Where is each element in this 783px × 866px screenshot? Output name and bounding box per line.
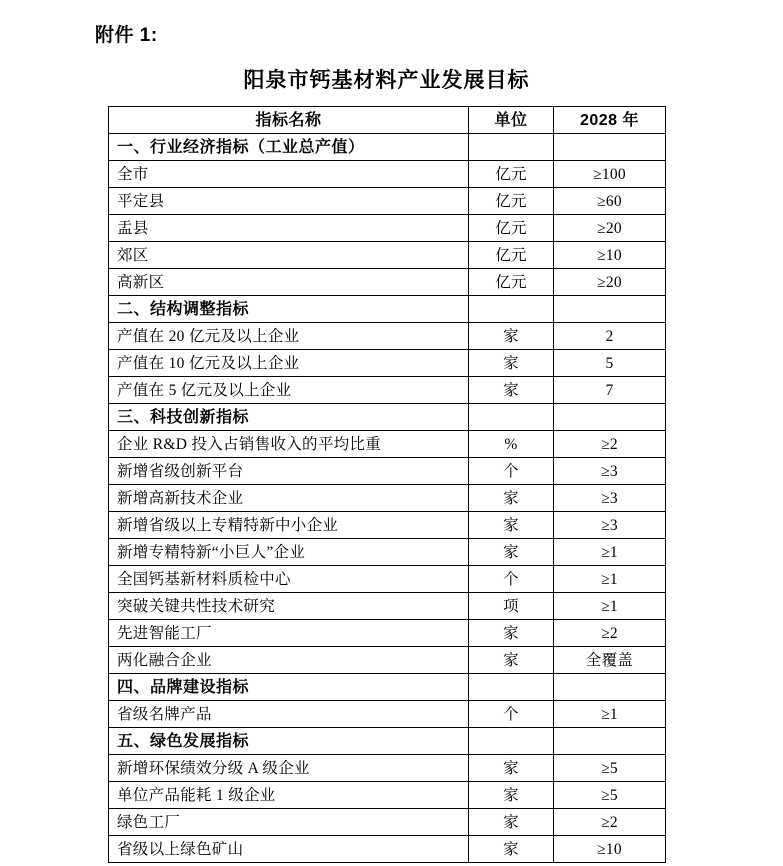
table-row [109,593,666,620]
indicator-target-value: ≥1 [554,566,666,593]
table-header [109,107,666,134]
section-heading-label: 一、行业经济指标（工业总产值） [109,134,469,161]
indicator-unit: 家 [469,323,554,350]
indicator-unit: 项 [469,593,554,620]
table-section-row [109,728,666,755]
indicator-name: 平定县 [109,188,469,215]
indicator-target-value: ≥20 [554,215,666,242]
indicator-target-value: 7 [554,377,666,404]
column-header-unit: 单位 [469,107,554,134]
indicator-name: 突破关键共性技术研究 [109,593,469,620]
indicator-target-value: ≥1 [554,539,666,566]
indicator-unit: 个 [469,458,554,485]
indicator-name: 两化融合企业 [109,647,469,674]
table-row [109,431,666,458]
indicator-target-value: ≥20 [554,269,666,296]
attachment-label: 附件 1: [95,25,158,46]
indicator-unit: 家 [469,836,554,863]
indicator-name: 先进智能工厂 [109,620,469,647]
indicator-unit: 家 [469,782,554,809]
indicator-unit: 亿元 [469,215,554,242]
table-row [109,485,666,512]
indicator-unit [469,134,554,161]
indicator-target-value: 5 [554,350,666,377]
indicator-target-value: ≥5 [554,755,666,782]
section-heading-label: 四、品牌建设指标 [109,674,469,701]
indicator-unit [469,404,554,431]
indicator-target-value: ≥10 [554,836,666,863]
indicator-target-value: ≥3 [554,485,666,512]
indicator-unit: 个 [469,566,554,593]
table-row [109,323,666,350]
indicator-name: 产值在 10 亿元及以上企业 [109,350,469,377]
indicator-unit: 家 [469,539,554,566]
indicator-name: 盂县 [109,215,469,242]
indicator-target-value: ≥1 [554,701,666,728]
indicator-unit: 家 [469,620,554,647]
indicator-name: 新增高新技术企业 [109,485,469,512]
table-row [109,755,666,782]
indicator-target-value [554,296,666,323]
indicator-unit: % [469,431,554,458]
table-row [109,620,666,647]
indicator-target-value: ≥3 [554,512,666,539]
indicator-unit [469,728,554,755]
table-section-row [109,296,666,323]
indicator-target-value [554,728,666,755]
indicator-name: 新增省级以上专精特新中小企业 [109,512,469,539]
indicator-target-value: ≥100 [554,161,666,188]
table-row [109,539,666,566]
indicator-name: 产值在 5 亿元及以上企业 [109,377,469,404]
indicator-target-value: ≥5 [554,782,666,809]
indicator-unit: 亿元 [469,188,554,215]
table-row [109,242,666,269]
table-header-row [109,107,666,134]
table-section-row [109,134,666,161]
indicator-name: 省级名牌产品 [109,701,469,728]
table-row [109,188,666,215]
indicator-unit: 家 [469,350,554,377]
indicator-name: 新增专精特新“小巨人”企业 [109,539,469,566]
table-row [109,161,666,188]
indicator-unit: 亿元 [469,269,554,296]
indicator-unit [469,674,554,701]
table-section-row [109,404,666,431]
table-row [109,215,666,242]
indicator-target-value: ≥3 [554,458,666,485]
indicator-name: 新增省级创新平台 [109,458,469,485]
development-goals-table [108,106,666,863]
indicator-name: 省级以上绿色矿山 [109,836,469,863]
indicator-target-value [554,134,666,161]
indicator-target-value: 2 [554,323,666,350]
indicator-unit: 家 [469,512,554,539]
indicator-unit: 家 [469,485,554,512]
column-header-year: 2028 年 [554,107,666,134]
indicator-target-value: ≥10 [554,242,666,269]
indicator-name: 高新区 [109,269,469,296]
indicator-unit: 个 [469,701,554,728]
indicator-target-value: ≥2 [554,431,666,458]
indicator-unit: 家 [469,755,554,782]
indicator-target-value: ≥60 [554,188,666,215]
table-row [109,458,666,485]
table-row [109,566,666,593]
indicator-unit: 家 [469,647,554,674]
table-body [109,134,666,863]
indicator-unit: 亿元 [469,242,554,269]
indicator-unit: 亿元 [469,161,554,188]
indicator-target-value: ≥2 [554,809,666,836]
section-heading-label: 三、科技创新指标 [109,404,469,431]
indicator-target-value [554,674,666,701]
indicator-name: 企业 R&D 投入占销售收入的平均比重 [109,431,469,458]
table-row [109,809,666,836]
table-row [109,350,666,377]
indicator-target-value [554,404,666,431]
table-row [109,512,666,539]
table-section-row [109,674,666,701]
indicator-target-value: ≥2 [554,620,666,647]
table-row [109,701,666,728]
section-heading-label: 二、结构调整指标 [109,296,469,323]
indicator-target-value: 全覆盖 [554,647,666,674]
table-row [109,647,666,674]
section-heading-label: 五、绿色发展指标 [109,728,469,755]
indicator-name: 绿色工厂 [109,809,469,836]
indicator-name: 单位产品能耗 1 级企业 [109,782,469,809]
page-title: 阳泉市钙基材料产业发展目标 [243,69,530,92]
table-row [109,377,666,404]
indicator-name: 新增环保绩效分级 A 级企业 [109,755,469,782]
column-header-indicator-name: 指标名称 [109,107,469,134]
indicator-name: 产值在 20 亿元及以上企业 [109,323,469,350]
indicator-unit [469,296,554,323]
table-row [109,269,666,296]
indicator-name: 全市 [109,161,469,188]
indicator-target-value: ≥1 [554,593,666,620]
indicator-unit: 家 [469,809,554,836]
table-row [109,836,666,863]
indicator-name: 郊区 [109,242,469,269]
table-row [109,782,666,809]
indicator-name: 全国钙基新材料质检中心 [109,566,469,593]
indicator-unit: 家 [469,377,554,404]
